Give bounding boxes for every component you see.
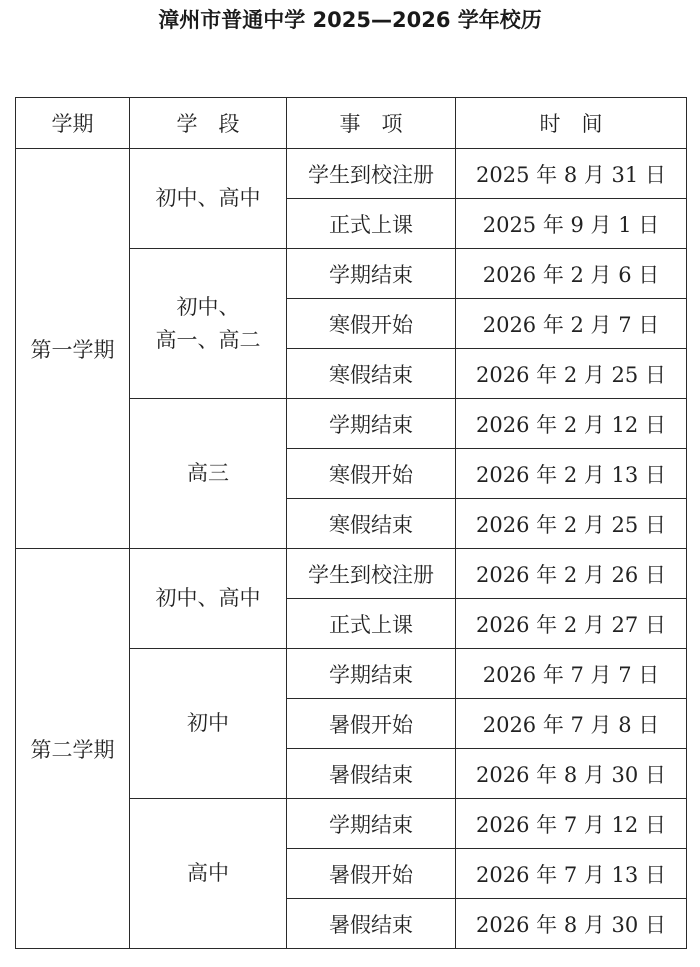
date-cell: 2026 年 7 月 12 日 bbox=[456, 799, 687, 849]
date-cell: 2026 年 2 月 6 日 bbox=[456, 249, 687, 299]
event-cell: 寒假结束 bbox=[287, 349, 456, 399]
date-cell: 2026 年 7 月 13 日 bbox=[456, 849, 687, 899]
stage-label bbox=[187, 707, 229, 740]
event-cell: 暑假开始 bbox=[287, 699, 456, 749]
event-cell: 学生到校注册 bbox=[287, 549, 456, 599]
stage-label bbox=[156, 582, 261, 615]
stage-label bbox=[187, 457, 229, 490]
date-cell: 2025 年 8 月 31 日 bbox=[456, 149, 687, 199]
stage-cell bbox=[130, 399, 287, 549]
stage-cell bbox=[130, 249, 287, 399]
event-cell: 暑假结束 bbox=[287, 749, 456, 799]
date-cell: 2026 年 2 月 25 日 bbox=[456, 349, 687, 399]
event-cell: 学生到校注册 bbox=[287, 149, 456, 199]
date-cell: 2026 年 2 月 12 日 bbox=[456, 399, 687, 449]
event-cell: 正式上课 bbox=[287, 599, 456, 649]
stage-line: 高一、高二 bbox=[155, 327, 261, 352]
table-row bbox=[16, 149, 687, 199]
stage-line: 初中 bbox=[187, 711, 229, 736]
school-calendar-table bbox=[15, 97, 687, 949]
event-cell: 学期结束 bbox=[287, 249, 456, 299]
stage-label bbox=[187, 857, 229, 890]
date-cell: 2025 年 9 月 1 日 bbox=[456, 199, 687, 249]
date-cell: 2026 年 7 月 8 日 bbox=[456, 699, 687, 749]
header-event: 事 项 bbox=[287, 98, 456, 149]
date-cell: 2026 年 2 月 25 日 bbox=[456, 499, 687, 549]
stage-cell bbox=[130, 549, 287, 649]
stage-line: 初中、高中 bbox=[155, 186, 261, 211]
header-semester: 学期 bbox=[16, 98, 130, 149]
date-cell: 2026 年 8 月 30 日 bbox=[456, 749, 687, 799]
stage-line: 初中、 bbox=[176, 294, 240, 319]
event-cell: 学期结束 bbox=[287, 399, 456, 449]
semester-cell: 第二学期 bbox=[16, 549, 130, 949]
date-cell: 2026 年 2 月 13 日 bbox=[456, 449, 687, 499]
header-row bbox=[16, 98, 687, 149]
stage-label bbox=[156, 291, 261, 356]
event-cell: 正式上课 bbox=[287, 199, 456, 249]
stage-cell bbox=[130, 799, 287, 949]
event-cell: 学期结束 bbox=[287, 799, 456, 849]
event-cell: 暑假开始 bbox=[287, 849, 456, 899]
event-cell: 寒假开始 bbox=[287, 449, 456, 499]
stage-line: 高中 bbox=[187, 861, 229, 886]
date-cell: 2026 年 2 月 26 日 bbox=[456, 549, 687, 599]
stage-line: 初中、高中 bbox=[155, 586, 261, 611]
stage-line: 高三 bbox=[187, 461, 229, 486]
date-cell: 2026 年 7 月 7 日 bbox=[456, 649, 687, 699]
table-body bbox=[16, 149, 687, 949]
page-title: 漳州市普通中学 2025—2026 学年校历 bbox=[158, 8, 542, 32]
event-cell: 寒假结束 bbox=[287, 499, 456, 549]
date-cell: 2026 年 2 月 27 日 bbox=[456, 599, 687, 649]
header-stage: 学 段 bbox=[130, 98, 287, 149]
date-cell: 2026 年 8 月 30 日 bbox=[456, 899, 687, 949]
event-cell: 暑假结束 bbox=[287, 899, 456, 949]
date-cell: 2026 年 2 月 7 日 bbox=[456, 299, 687, 349]
stage-cell bbox=[130, 649, 287, 799]
table-header bbox=[16, 98, 687, 149]
semester-cell: 第一学期 bbox=[16, 149, 130, 549]
event-cell: 寒假开始 bbox=[287, 299, 456, 349]
header-date: 时 间 bbox=[456, 98, 687, 149]
stage-label bbox=[156, 182, 261, 215]
stage-cell bbox=[130, 149, 287, 249]
table-row bbox=[16, 549, 687, 599]
event-cell: 学期结束 bbox=[287, 649, 456, 699]
